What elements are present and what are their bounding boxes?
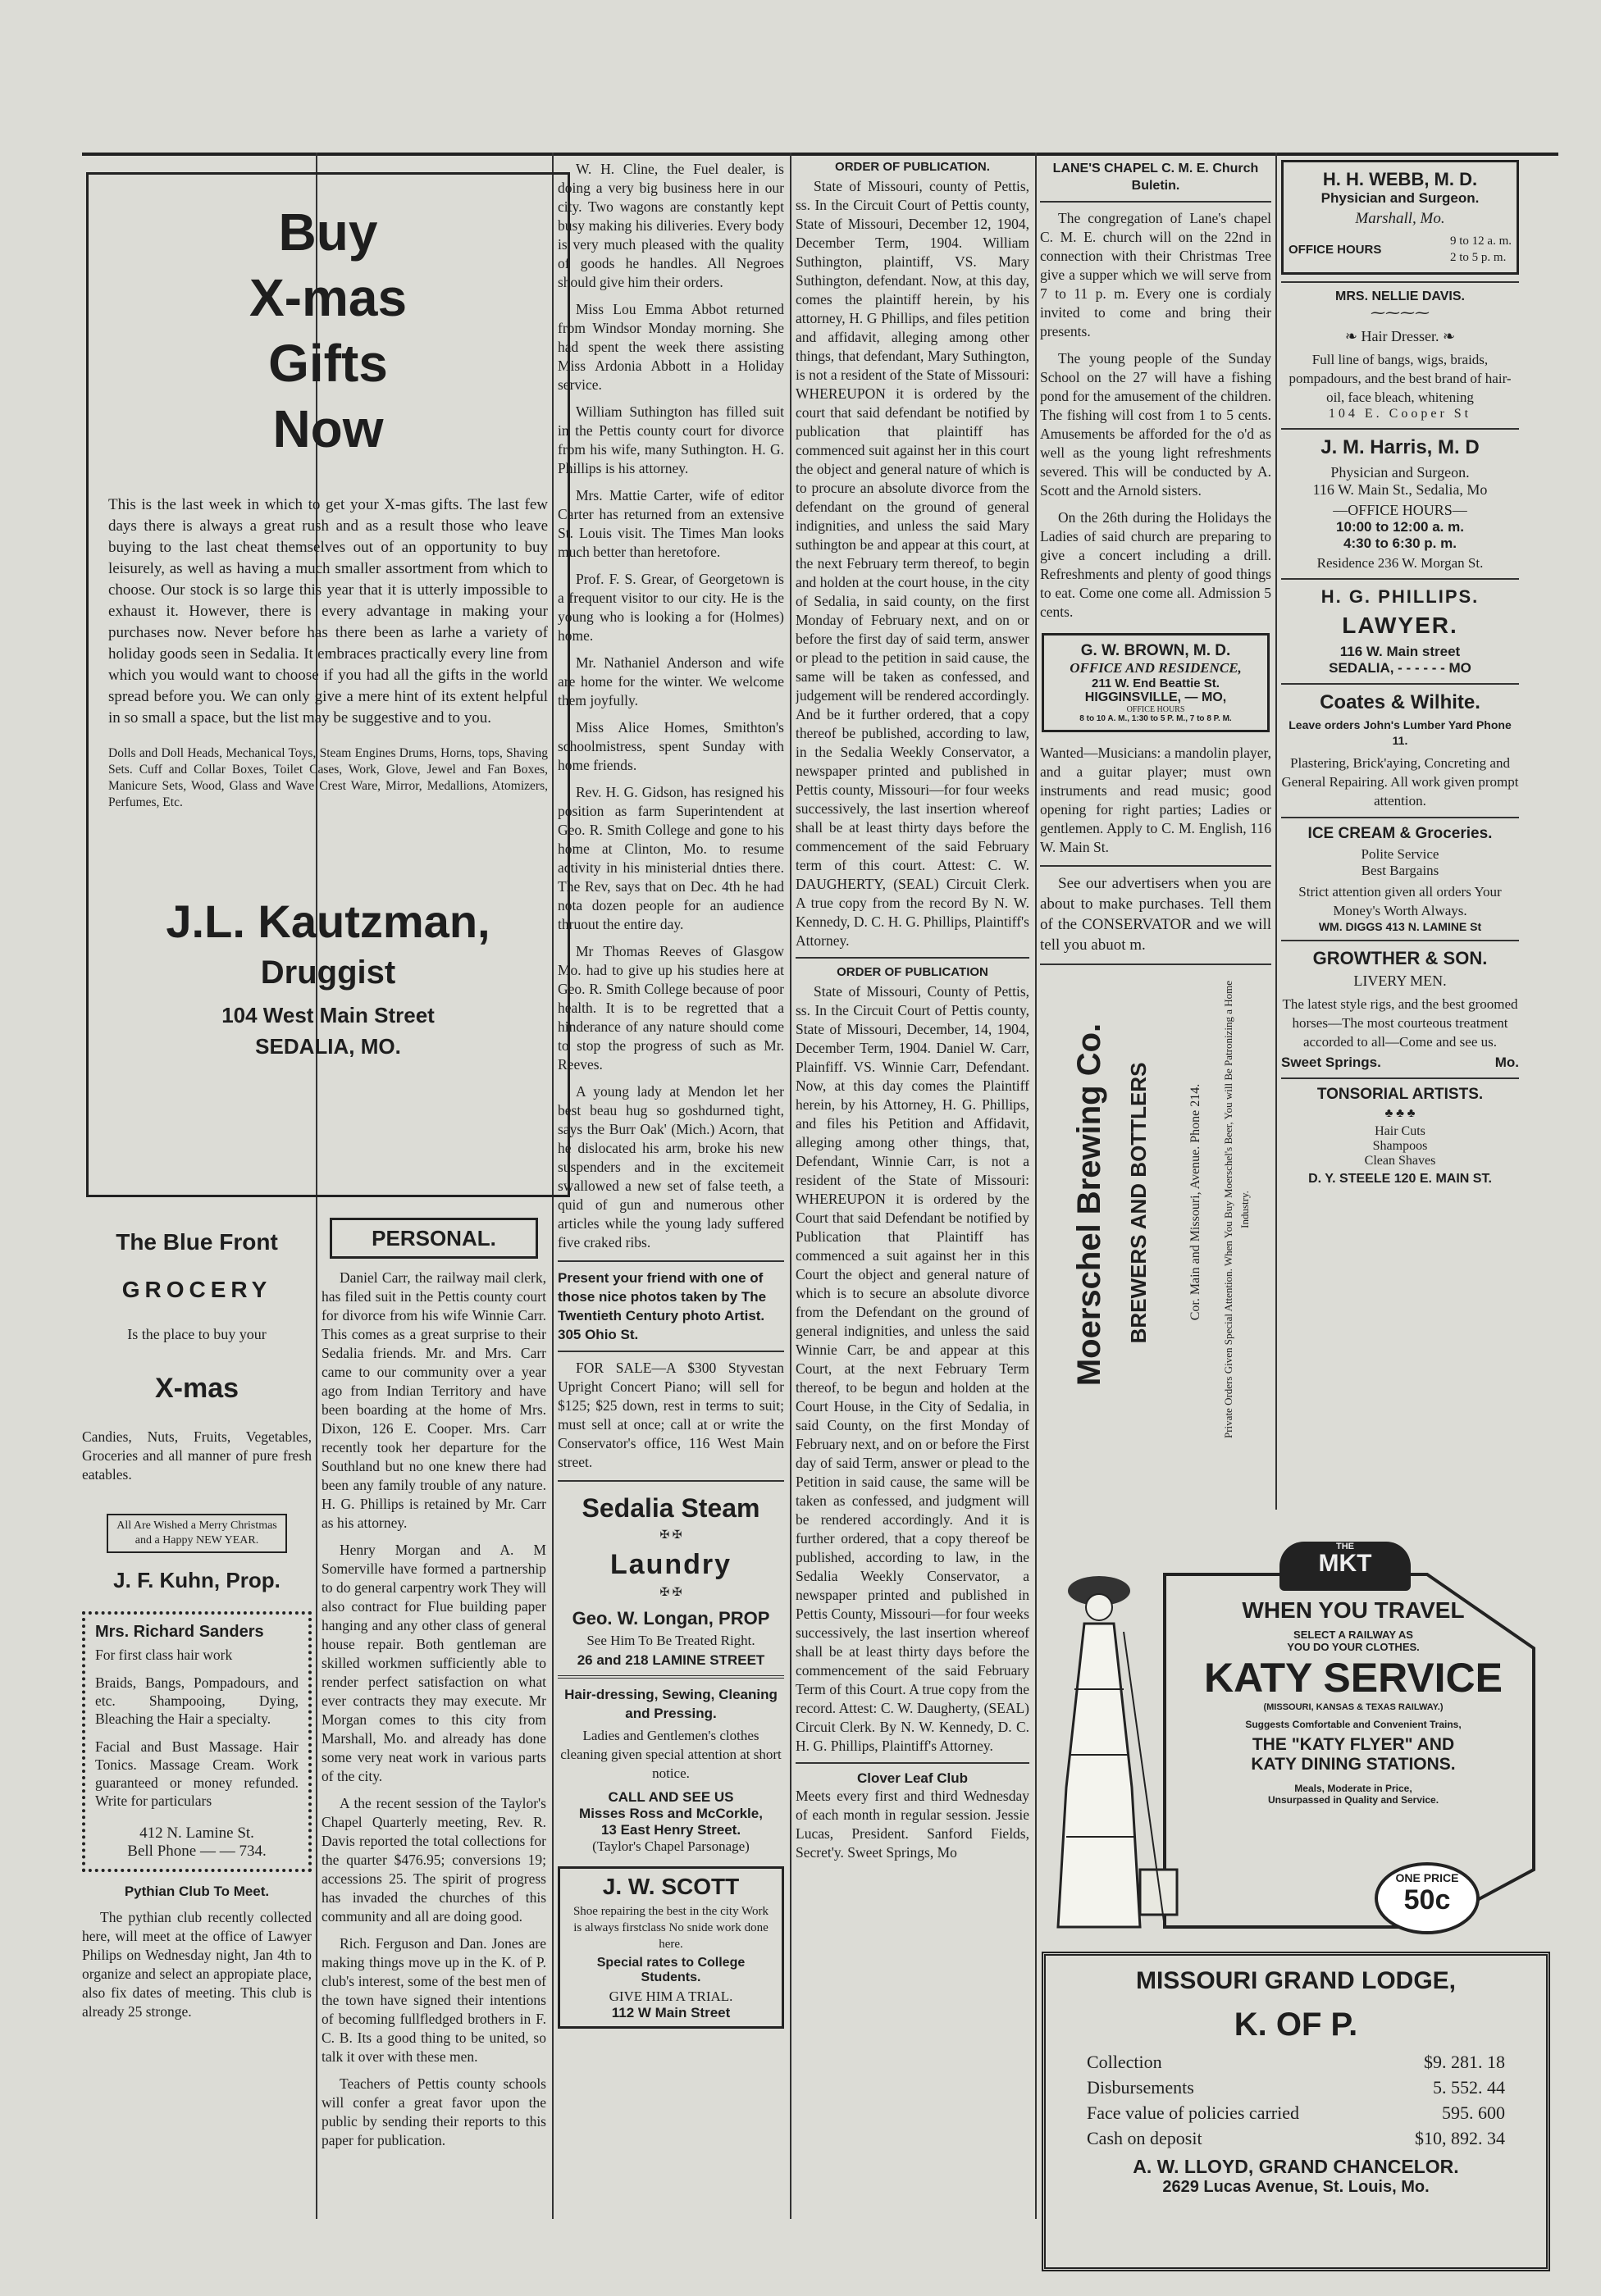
lanes-paragraph: The young people of the Sunday School on the 27 will have a fishing pond for the amusement of the children. The fishing will cost from 1 to 5 cents. Amusements be afforded for the o'd as well as the young light refreshments severed. This will be conducted by A. Scott and the Arnold sisters.	[1040, 350, 1271, 499]
kautzman-ad	[86, 172, 570, 1197]
ornament-icon: ✠ ✠	[659, 1587, 682, 1599]
clover-body: Meets every first and third Wednesday of each month in regular session. Jessie Lucas, President. Sanford Fields, Secret'y. Sweet Springs, Mo	[796, 1788, 1029, 1861]
flourish-icon: ❧	[1442, 328, 1456, 344]
col6	[1281, 160, 1519, 1521]
news-paragraph: William Suthington has filled suit in the Pettis county court for divorce from his wife, many Suthington. H. G. Phillips is his attorney.	[558, 403, 784, 476]
harris-ad: J. M. Harris, M. D Physician and Surgeon. 116 W. Main St., Sedalia, Mo —OFFICE HOURS— 10:00 to 12:00 a. m. 4:30 to 6:30 p. m. Residence 236 W. Morgan St.	[1312, 436, 1488, 571]
kautzman-headline: Buy X-mas Gifts Now	[249, 203, 408, 458]
personal-paragraph: Rich. Ferguson and Dan. Jones are making things move up in the K. of P. club's interest, some of the best men of the town have signed their intentions of becoming fullfledged brothers in F. C. B. Its a good thing to be united, so talk it over with these men.	[322, 1935, 546, 2065]
brown-ad: G. W. BROWN, M. D. OFFICE AND RESIDENCE, 211 W. End Beattie St. HIGGINSVILLE, — MO, OFFICE HOURS 8 to 10 A. M., 1:30 to 5 P. M., 7 to 8 P. M.	[1042, 633, 1270, 732]
tonsorial-ad: TONSORIAL ARTISTS. ♣ ♣ ♣ Hair Cuts Shampoos Clean Shaves D. Y. STEELE 120 E. MAIN ST.	[1281, 1086, 1519, 1187]
pythian-heading: Pythian Club To Meet.	[124, 1884, 270, 1899]
lodge-row: Disbursements 5. 552. 44	[1087, 2077, 1505, 2098]
sanders-line1: For first class hair work	[95, 1647, 233, 1663]
news-paragraph: Mr. Nathaniel Anderson and wife are home for the winter. We welcome them joyfully.	[558, 654, 784, 708]
ornament-icon: ⁓⁓⁓⁓	[1371, 304, 1430, 321]
scott-ad: J. W. SCOTT Shoe repairing the best in the city Work is always firstclass No snide work done here. Special rates to College Students. GIVE HIM A TRIAL. 112 W Main Street	[558, 1866, 784, 2029]
col1-lower	[82, 1218, 312, 2267]
moerschel-ad: Moerschel Brewing Co. BREWERS AND BOTTLERS Cor. Main and Missouri, Avenue. Phone 214. Private Orders Given Special Attention. When You Buy Moerschel's Beer, You will Be Patronizing a Home Industry.	[1071, 981, 1251, 1438]
news-paragraph: Mrs. Mattie Carter, wife of editor Carter has returned from an extensive St. Louis visit. The Times Man looks much better than heretofore.	[558, 487, 784, 560]
katy-ad: THE MKT WHEN YOU TRAVEL SELECT A RAILWAY AS YOU DO YOUR CLOTHES. KATY SERVICE (MISSOURI, KANSAS & TEXAS RAILWAY.) Suggests Comfortable and Convenient Trains, THE "KATY FLYER" AND KATY DINING STATIONS. Meals, Moderate in Price, Unsurpassed in Quality and Service. ONE PRICE 50c	[1042, 1542, 1550, 1943]
column-rule	[790, 153, 791, 2219]
kautzman-address: 104 West Main Street	[221, 1003, 435, 1027]
sanders-ad	[82, 1611, 312, 1872]
lodge-row: Cash on deposit $10, 892. 34	[1087, 2128, 1505, 2148]
kautzman-name: J.L. Kautzman,	[166, 895, 490, 947]
kautzman-city: SEDALIA, MO.	[255, 1034, 401, 1059]
katy-logo-icon: THE MKT	[1279, 1542, 1411, 1591]
davis-ad: MRS. NELLIE DAVIS. ⁓⁓⁓⁓ ❧ Hair Dresser. ❧ Full line of bangs, wigs, braids, pompadours, and the best brand of hair-oil, face bleach, whitening 104 E. Cooper St	[1281, 289, 1519, 421]
ornament-icon: ✠ ✠	[659, 1529, 682, 1542]
lodge-ad: MISSOURI GRAND LODGE, K. OF P. Collection $9. 281. 18 Disbursements 5. 552. 44 Face value of policies carried 595. 600 Cash on deposit $10, 892. 34 A. W. LLOYD, GRAND CHANCELOR. 2629 Lucas Avenue, St. Louis, Mo.	[1042, 1952, 1550, 2271]
lanes-paragraph: The congregation of Lane's chapel C. M. E. church will on the 22nd in connection with their Christmas Tree give a supper which we will serve from 7 to 11 p. m. Every one is cordialy invited to come and bring their presents.	[1040, 210, 1271, 339]
sanders-line2: Braids, Bangs, Pompadours, and etc. Shampooing, Dying, Bleaching the Hair a specialty.	[95, 1674, 299, 1727]
wanted-ad: Wanted—Musicians: a mandolin player, and a guitar player; must own instruments and read music; good opening for right parties; Ladies or gentlemen. Apply to C. M. English, 116 W. Main St.	[1040, 745, 1271, 855]
blue-front-xmas: X-mas	[154, 1373, 239, 1404]
blue-front-wish: All Are Wished a Merry Christmas and a Happy NEW YEAR.	[107, 1514, 287, 1553]
blue-front-tagline: Is the place to buy your	[127, 1326, 267, 1342]
personal-column	[322, 1218, 546, 2267]
kautzman-list: Dolls and Doll Heads, Mechanical Toys, Steam Engines Drums, Horns, tops, Shaving Sets. Cuff and Collar Boxes, Toilet Cases, Work, Glove, Jewel and Fan Boxes, Manicure Sets, Wood, Glass and Wave Crest Ware, Mirror, Medallions, Atomizers, Perfumes, Etc.	[108, 746, 548, 809]
sanders-line3: Facial and Bust Massage. Hair Tonics. Massage Cream. Work guaranteed or money refunded. Write for particulars	[95, 1738, 299, 1809]
column-rule	[1035, 153, 1037, 2219]
hairdressing-ad: Hair-dressing, Sewing, Cleaning and Pressing. Ladies and Gentlemen's clothes cleaning given special attention at short notice. CALL AND SEE US Misses Ross and McCorkle, 13 East Henry Street. (Taylor's Chapel Parsonage)	[560, 1687, 782, 1854]
legal-column	[796, 160, 1029, 2276]
lodge-row: Collection $9. 281. 18	[1087, 2052, 1505, 2072]
top-rule	[82, 153, 1558, 156]
laundry-ad: Sedalia Steam ✠ ✠ Laundry ✠ ✠ Geo. W. Longan, PROP See Him To Be Treated Right. 26 and 218 LAMINE STREET	[558, 1493, 784, 1669]
icecream-ad: ICE CREAM & Groceries. Polite Service Best Bargains Strict attention given all orders Your Money's Worth Always. WM. DIGGS 413 N. LAMINE St	[1298, 825, 1502, 933]
news-paragraph: W. H. Cline, the Fuel dealer, is doing a very big business here in our city. Two wagons are constantly kept busy making his diliveries. Every body is very much pleased with the quality of goods he handles. All Negroes should give him their orders.	[558, 161, 784, 290]
sanders-name: Mrs. Richard Sanders	[95, 1623, 264, 1641]
blue-front-grocery: GROCERY	[121, 1277, 272, 1302]
growther-ad: GROWTHER & SON. LIVERY MEN. The latest style rigs, and the best groomed horses—The most courteous treatment accorded to all—Come and see us. Sweet Springs. Mo.	[1281, 948, 1519, 1070]
news-paragraph: Mr Thomas Reeves of Glasgow Mo. had to give up his studies here at Geo. R. Smith College because of poor health. It is to be regretted that a hinderance of any nature should come to stop the progress of such as Mr. Reeves.	[558, 943, 784, 1073]
news-paragraph: Miss Alice Homes, Smithton's schoolmistress, spent Sunday with home friends.	[558, 719, 784, 773]
sanders-address: 412 N. Lamine St.	[139, 1824, 254, 1842]
personal-paragraph: A the recent session of the Taylor's Chapel Quarterly meeting, Rev. R. Davis reported the total collections for the quarter $476.95; conversions 19; accessions 25. The spirit of progress has invaded the churches of this community and all are doing good.	[322, 1795, 546, 1925]
order-text: State of Missouri, county of Pettis, ss. In the Circuit Court of Pettis county, State of Missouri, December 12, 1904, December Term, 1904. William Suthington, plaintiff, VS. Mary Suthington, defendant. Now, at this day, comes the plaintiff herein, by his attorney, H. G Phillips, and files petition and affidavit, alleging among other things, that defendant, Mary Suthington, is not a resident of the State of Missouri: WHEREUPON it is ordered by the court that said defendant be notified by publication that plaintiff has commenced suit against her in this court the object and general nature of which is to procure an absolute divorce from the defendant on the ground of general indignities, and unless the said Mary suthington be and appear at this court, at the next February term thereof, to begin and holden at the court house, in the city of Sedalia, in said county, on the first Monday of February next, and on or before the first day of said term, answer or plead to the petition in said cause, the same will be taken as confessed, and judgement will be rendered accordingly. And be it further ordered, that a copy thereof be published, according to law, in the Sedalia Weekly Conservator, a newspaper printed and published in Pettis county, Missouri—for four weeks successively, the last insertion whereof shall be at least thirty days before the commencement of the said February term of this court. Attest: C. W. DAUGHERTY, (SEAL) Circuit Clerk. A true copy from the record By N. W. Kennedy, D. C. H. G. Phillips, Plaintiff's Attorney.	[796, 178, 1029, 949]
blue-front-owner: J. F. Kuhn, Prop.	[113, 1568, 281, 1592]
pythian-body: The pythian club recently collected here, will meet at the office of Lawyer Philips on Wednesday night, Jan 4th to organize and select an appropiate place, also fix dates of meeting. This club is already 25 stronge.	[82, 1909, 312, 2020]
blue-front-name: The Blue Front	[116, 1229, 278, 1255]
ornament-icon: ♣ ♣ ♣	[1384, 1107, 1416, 1120]
news-paragraph: Rev. H. G. Gidson, has resigned his position as farm Superintendent at Geo. R. Smith College and gone to his home at Clinton, Mo. to resume activity in his ministerial dnties there. The Rev, says that on Dec. 4th he had nota dozen people for an audience thruout the entire day.	[558, 784, 784, 932]
column-rule	[1275, 153, 1277, 1510]
personal-heading: PERSONAL.	[330, 1218, 538, 1259]
clover-heading: Clover Leaf Club	[856, 1770, 969, 1786]
lady-figure-icon	[1058, 1576, 1177, 1927]
news-paragraph: A young lady at Mendon let her best beau hug so goshdurned tight, says the Burr Oak' (Mich.) Acorn, that he dislocated his arm, broke his new suspenders and in the excitemeit swallowed a new set of false teeth, a quid of gun and numerous other articles while the young lady suffered five craked ribs.	[558, 1083, 784, 1250]
order-text: State of Missouri, County of Pettis, ss. In the Circuit Court of Pettis county, State of Missouri, December, 14, 1904, December Term, 1904. Daniel W. Carr, Plainfiff. VS. Winnie Carr, Defendant. Now, at this day comes the Plaintiff herein, by his Attorney, H. G. Phillips, and files his Petition and Affidavit, alleging among other things, that, Defendant, Winnie Carr, is not a resident of the State of Missouri: WHEREUPON it is ordered by the Court that said Defendant be notified by Publication that Plaintiff has commenced a suit against her in this Court the object and general nature of which is to secure an absolute divorce from the Defendant on the ground of general indignities, and unless the said Winnie Carr, be and appear at this Court, at the next February Term thereof, to be begun and holden at the Court House, in the City of Sedalia, in said County, on the first Monday of February next, and on or before the First day of said Term, answer or plead to the Petition in said cause, the same will be taken as confessed, and judgment will be rendered accordingly. And it is further ordered, that a copy thereof be published, according to law, in the Sedalia Weekly Conservator, a newspaper printed and published in Pettis County, Missouri—for four weeks successively, the last insertion whereof shall be at least thirty days before the commencement of the said February Term of this Court. A true copy from the record. Attest: C. W. Daugherty, (SEAL) Circuit Clerk. By N. W. Kennedy, D. C. H. G. Phillips, Plaintiff's Attorney.	[796, 983, 1029, 1754]
kautzman-title: Druggist	[260, 954, 396, 991]
lanes-paragraph: On the 26th during the Holidays the Ladies of said church are preparing to give a concert including a drill. Refreshments and plenty of good things to eat. Come one come all. Admission 5 cents.	[1040, 509, 1271, 620]
photo-ad: Present your friend with one of those nice photos taken by The Twentieth Century photo Artist. 305 Ohio St.	[558, 1270, 767, 1342]
advertisers-note: See our advertisers when you are about to make purchases. Tell them of the CONSERVATOR and we will tell you abuot m.	[1040, 875, 1271, 954]
webb-ad: H. H. WEBB, M. D. Physician and Surgeon. Marshall, Mo. OFFICE HOURS 9 to 12 a. m. 2 to 5 p. m.	[1281, 160, 1519, 275]
phillips-ad: H. G. PHILLIPS. LAWYER. 116 W. Main street SEDALIA, - - - - - - MO	[1320, 586, 1480, 676]
coates-ad: Coates & Wilhite. Leave orders John's Lumber Yard Phone 11. Plastering, Brick'aying, Concreting and General Repairing. All work given prompt attention.	[1281, 691, 1519, 809]
lanes-heading: LANE'S CHAPEL C. M. E. Church Buletin.	[1052, 162, 1259, 193]
order-heading: ORDER OF PUBLICATION.	[835, 160, 990, 174]
news-paragraph: Miss Lou Emma Abbot returned from Windsor Monday morning. She had spent the week there assisting Miss Ardonia Abbott in a Holiday service.	[558, 301, 784, 393]
kautzman-body: This is the last week in which to get your X-mas gifts. The last few days there is always a great rush and as a result those who leave buying to the last cheat themselves out of an opportunity to buy leisurely, as well as having a much smaller assortment from which to choose. Our stock is so large this year that it is utterly impossible to exhaust it. However, there is every advantage in making your purchases now. Never before has there been as larhe a variety of holiday goods seen in Sedalia. It embraces practically every line from which you would want to choose if you had all the gifts in the world spread before you. We can only give a mere hint of its extent helpful in so small a space, but the list may be suggestive and to you.	[108, 496, 548, 727]
sanders-phone: Bell Phone — — 734.	[127, 1843, 267, 1860]
flourish-icon: ❧	[1344, 328, 1358, 344]
personal-paragraph: Henry Morgan and A. M Somerville have formed a partnership to do general carpentry work They will also contract for Flue building paper hanging and any other class of general house repair. Both gentleman are skilled workmen sufficiently able to render perfect satisfaction on what ever contracts they may execute. Mr Morgan comes to this city from Marshall, Mo. and already has done some very neat work in various parts of the city.	[322, 1542, 546, 1784]
personal-paragraph: Teachers of Pettis county schools will confer a great favor upon the public by sending their reports to this paper for publication.	[322, 2075, 546, 2148]
order-heading: ORDER OF PUBLICATION	[837, 965, 988, 979]
local-news-column	[558, 160, 784, 2276]
for-sale-ad: FOR SALE—A $300 Styvestan Upright Concert Piano; will sell for $125; $25 down, rest in terms to suit; must sell at once; call at or write the Conservator's office, 116 West Main street.	[558, 1360, 784, 1470]
news-paragraph: Prof. F. S. Grear, of Georgetown is a frequent visitor to our city. He is the young who is looking a for (Holmes) home.	[558, 571, 784, 644]
col5	[1040, 160, 1271, 1521]
lodge-row: Face value of policies carried 595. 600	[1087, 2102, 1505, 2123]
blue-front-body: Candies, Nuts, Fruits, Vegetables, Groceries and all manner of pure fresh eatables.	[82, 1428, 312, 1483]
personal-paragraph: Daniel Carr, the railway mail clerk, has filed suit in the Pettis county court for divorce from his wife Winnie Carr. This comes as a great surprise to their Sedalia friends. Mr. and Mrs. Carr came to our community over a year ago from Indian Territory and have been boarding at the home of Mrs. Dixon, 126 E. Cooper. Mrs. Carr recently took her departure for the Southland but no one knew there had been any family trouble of any nature. H. G. Phillips is retained by Mr. Carr as his attorney.	[322, 1269, 546, 1531]
